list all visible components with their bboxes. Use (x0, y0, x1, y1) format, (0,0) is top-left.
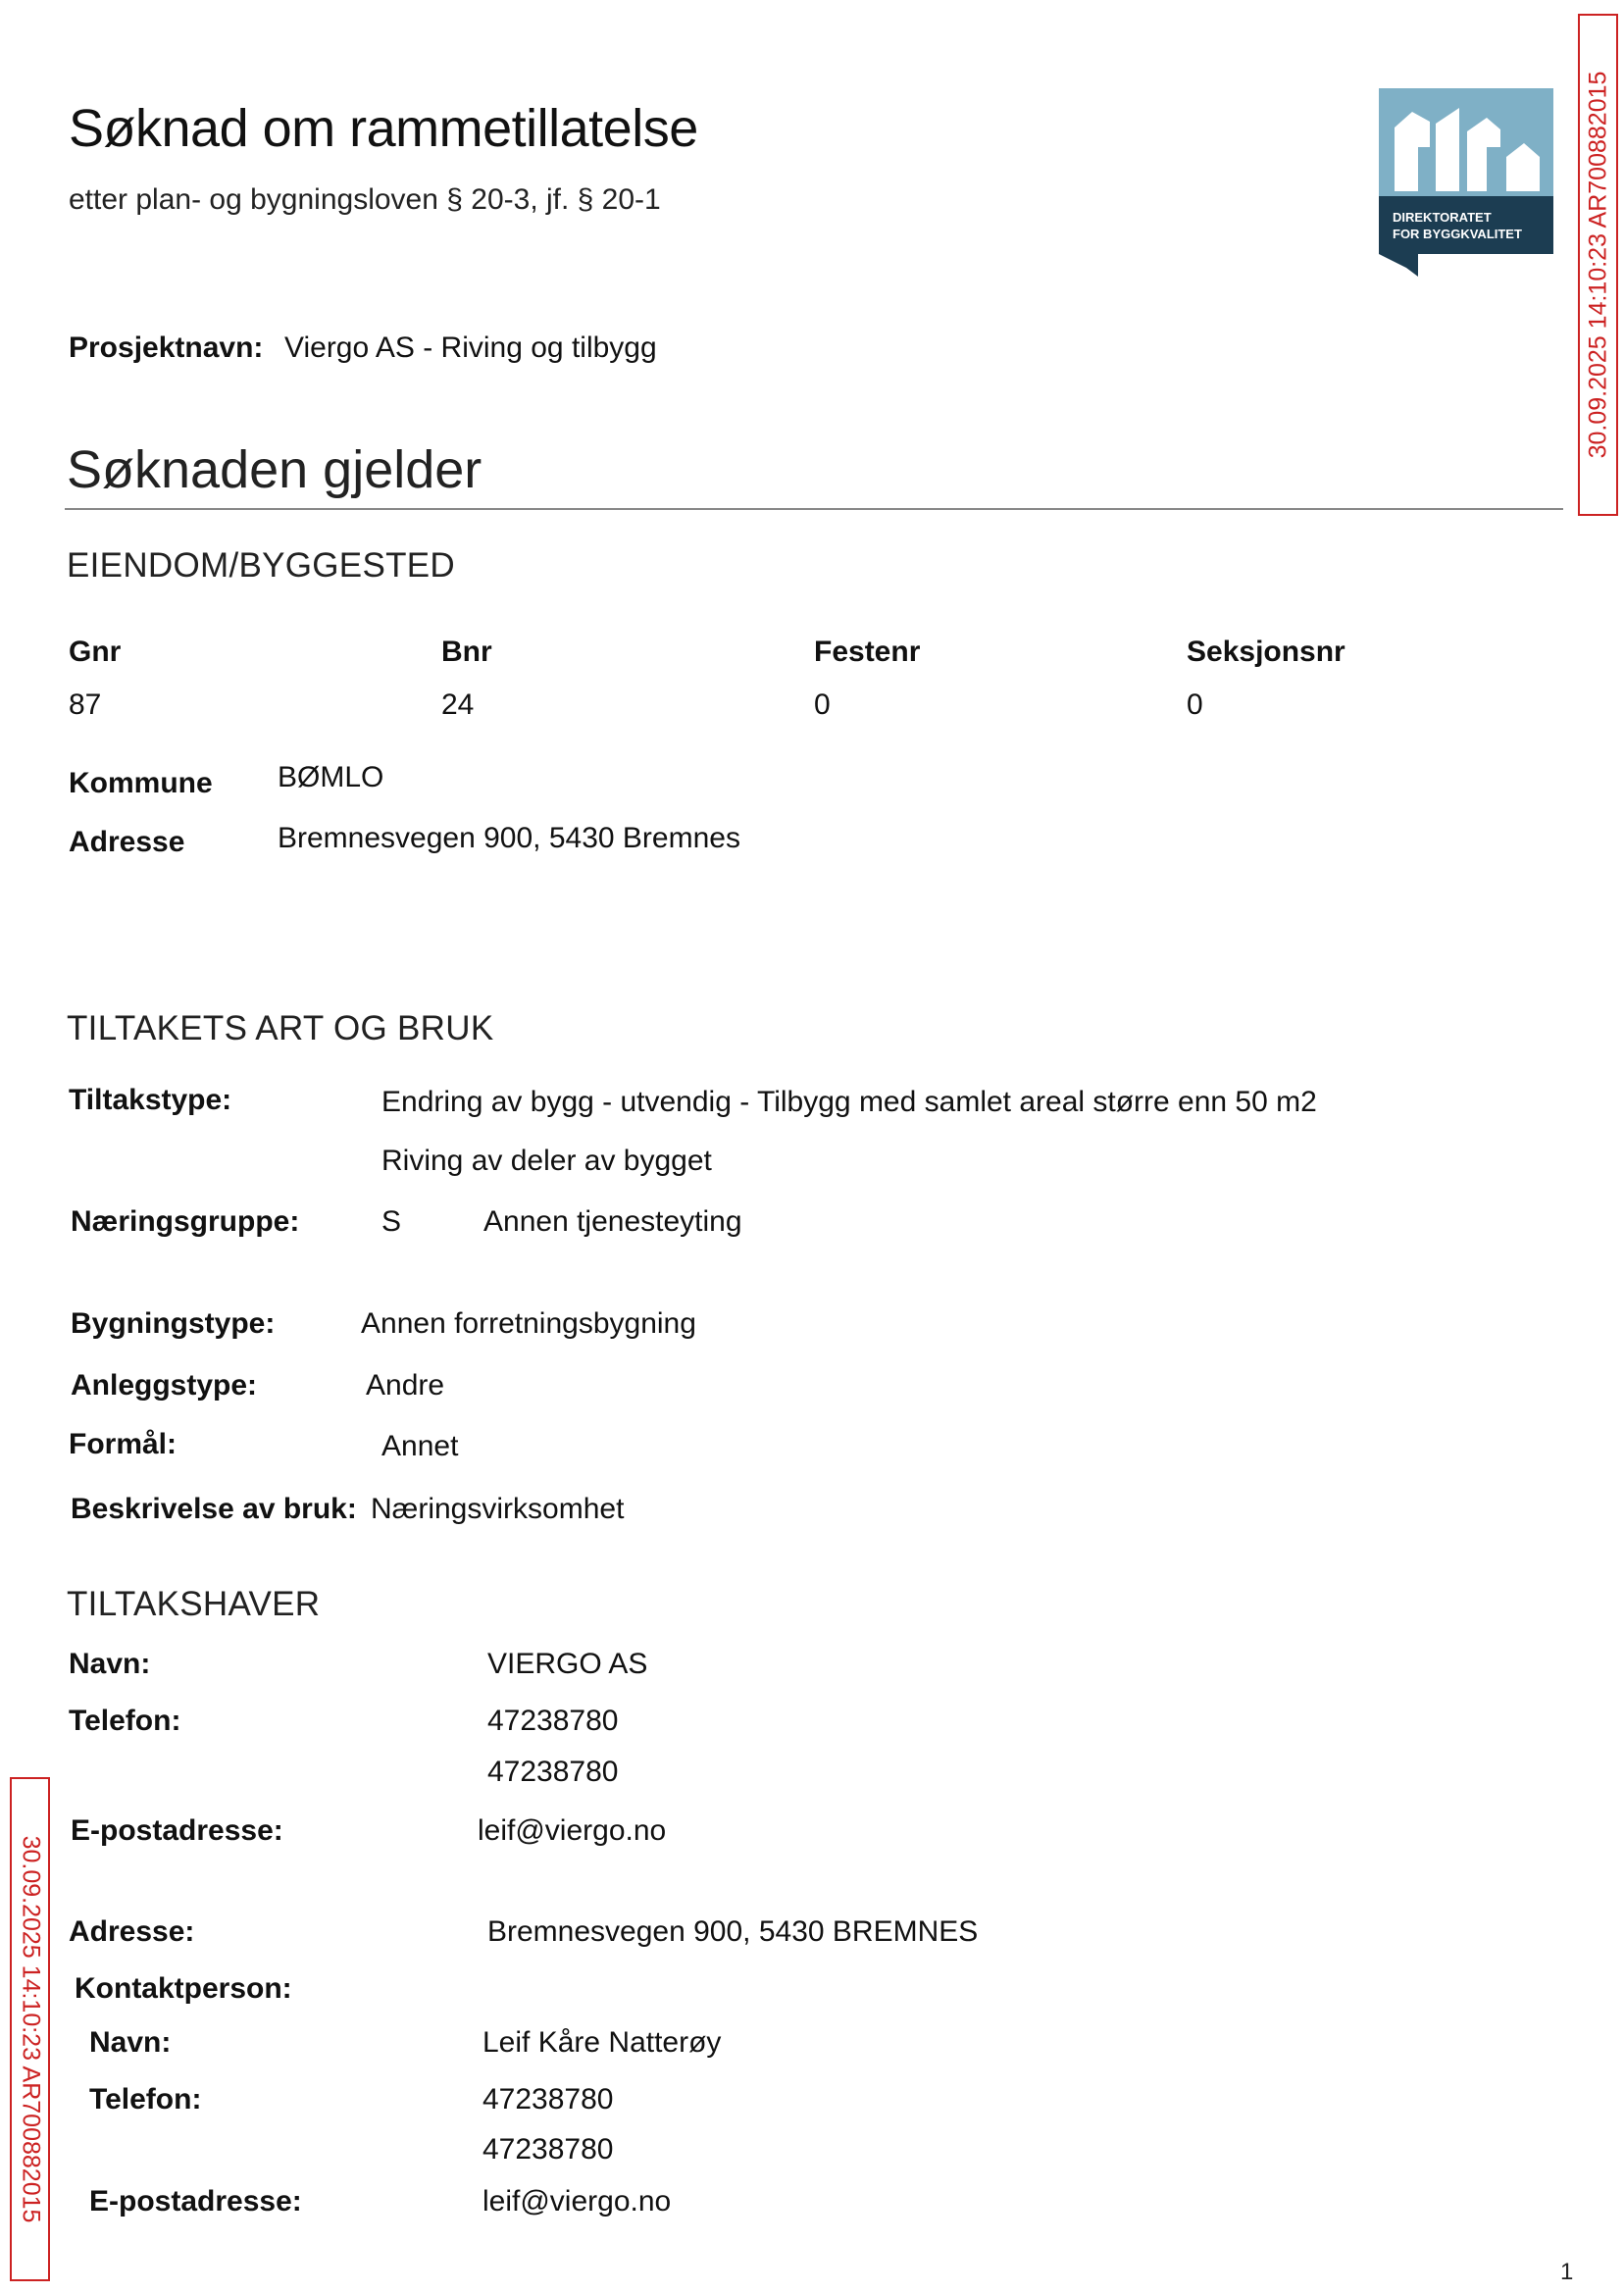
section-divider (65, 508, 1563, 510)
anleggstype-value: Andre (366, 1369, 445, 1402)
bnr-value: 24 (441, 688, 475, 721)
adresse-label: Adresse (69, 826, 185, 858)
festenr-label: Festenr (814, 636, 921, 668)
festenr-value: 0 (814, 688, 831, 721)
tiltakshaver-adresse-value: Bremnesvegen 900, 5430 BREMNES (487, 1915, 979, 1948)
bruk-value: Næringsvirksomhet (371, 1493, 625, 1525)
received-stamp-top (1578, 14, 1618, 516)
seksjonsnr-label: Seksjonsnr (1187, 636, 1345, 668)
tiltakstype-value-2: Riving av deler av bygget (381, 1145, 712, 1177)
bygningstype-label: Bygningstype: (71, 1307, 276, 1340)
tiltakshaver-adresse-label: Adresse: (69, 1915, 195, 1948)
kontakt-telefon-1: 47238780 (482, 2083, 614, 2116)
tiltakshaver-telefon-1: 47238780 (487, 1705, 619, 1737)
kontakt-telefon-label: Telefon: (89, 2083, 202, 2116)
tiltakshaver-telefon-label: Telefon: (69, 1705, 181, 1737)
tiltak-heading: TILTAKETS ART OG BRUK (67, 1009, 494, 1047)
tiltakshaver-epost-label: E-postadresse: (71, 1814, 283, 1847)
page-number: 1 (1560, 2259, 1574, 2285)
bnr-label: Bnr (441, 636, 492, 668)
project-label: Prosjektnavn: (69, 331, 264, 364)
tiltakstype-value-1: Endring av bygg - utvendig - Tilbygg med samlet areal større enn 50 m2 (381, 1086, 1317, 1118)
anleggstype-label: Anleggstype: (71, 1369, 258, 1402)
bruk-label: Beskrivelse av bruk: (71, 1493, 357, 1525)
kontakt-telefon-2: 47238780 (482, 2133, 614, 2166)
tiltakstype-label: Tiltakstype: (69, 1084, 232, 1116)
bygningstype-value: Annen forretningsbygning (361, 1307, 696, 1340)
kommune-value: BØMLO (278, 761, 384, 793)
tiltakshaver-navn-value: VIERGO AS (487, 1648, 648, 1680)
received-stamp-left (10, 1777, 50, 2281)
logo-line2: FOR BYGGKVALITET (1393, 227, 1522, 241)
eiendom-heading: EIENDOM/BYGGESTED (67, 546, 455, 585)
section-heading: Søknaden gjelder (67, 440, 482, 499)
gnr-label: Gnr (69, 636, 122, 668)
kontakt-navn-value: Leif Kåre Natterøy (482, 2026, 722, 2059)
tiltakshaver-telefon-2: 47238780 (487, 1756, 619, 1788)
dibk-logo (1379, 88, 1553, 277)
naeringsgruppe-code: S (381, 1205, 402, 1238)
naeringsgruppe-label: Næringsgruppe: (71, 1205, 300, 1238)
tiltakshaver-heading: TILTAKSHAVER (67, 1585, 321, 1623)
tiltakshaver-epost-value: leif@viergo.no (478, 1814, 667, 1847)
formal-label: Formål: (69, 1428, 178, 1460)
kommune-label: Kommune (69, 767, 213, 799)
naeringsgruppe-value: Annen tjenesteyting (483, 1205, 742, 1238)
tiltakshaver-navn-label: Navn: (69, 1648, 151, 1680)
project-value: Viergo AS - Riving og tilbygg (284, 331, 657, 364)
gnr-value: 87 (69, 688, 102, 721)
kontakt-epost-label: E-postadresse: (89, 2185, 302, 2218)
stamp-text-top: 30.09.2025 14:10:23 AR700882015 (1584, 71, 1611, 459)
logo-line1: DIREKTORATET (1393, 210, 1492, 225)
seksjonsnr-value: 0 (1187, 688, 1203, 721)
kontakt-navn-label: Navn: (89, 2026, 172, 2059)
adresse-value: Bremnesvegen 900, 5430 Bremnes (278, 822, 740, 854)
kontakt-epost-value: leif@viergo.no (482, 2185, 672, 2218)
document-subtitle: etter plan- og bygningsloven § 20-3, jf. § 20-1 (69, 183, 661, 216)
stamp-text-left: 30.09.2025 14:10:23 AR700882015 (17, 1835, 44, 2223)
document-title: Søknad om rammetillatelse (69, 99, 698, 158)
formal-value: Annet (381, 1430, 459, 1462)
kontaktperson-label: Kontaktperson: (75, 1972, 292, 2005)
